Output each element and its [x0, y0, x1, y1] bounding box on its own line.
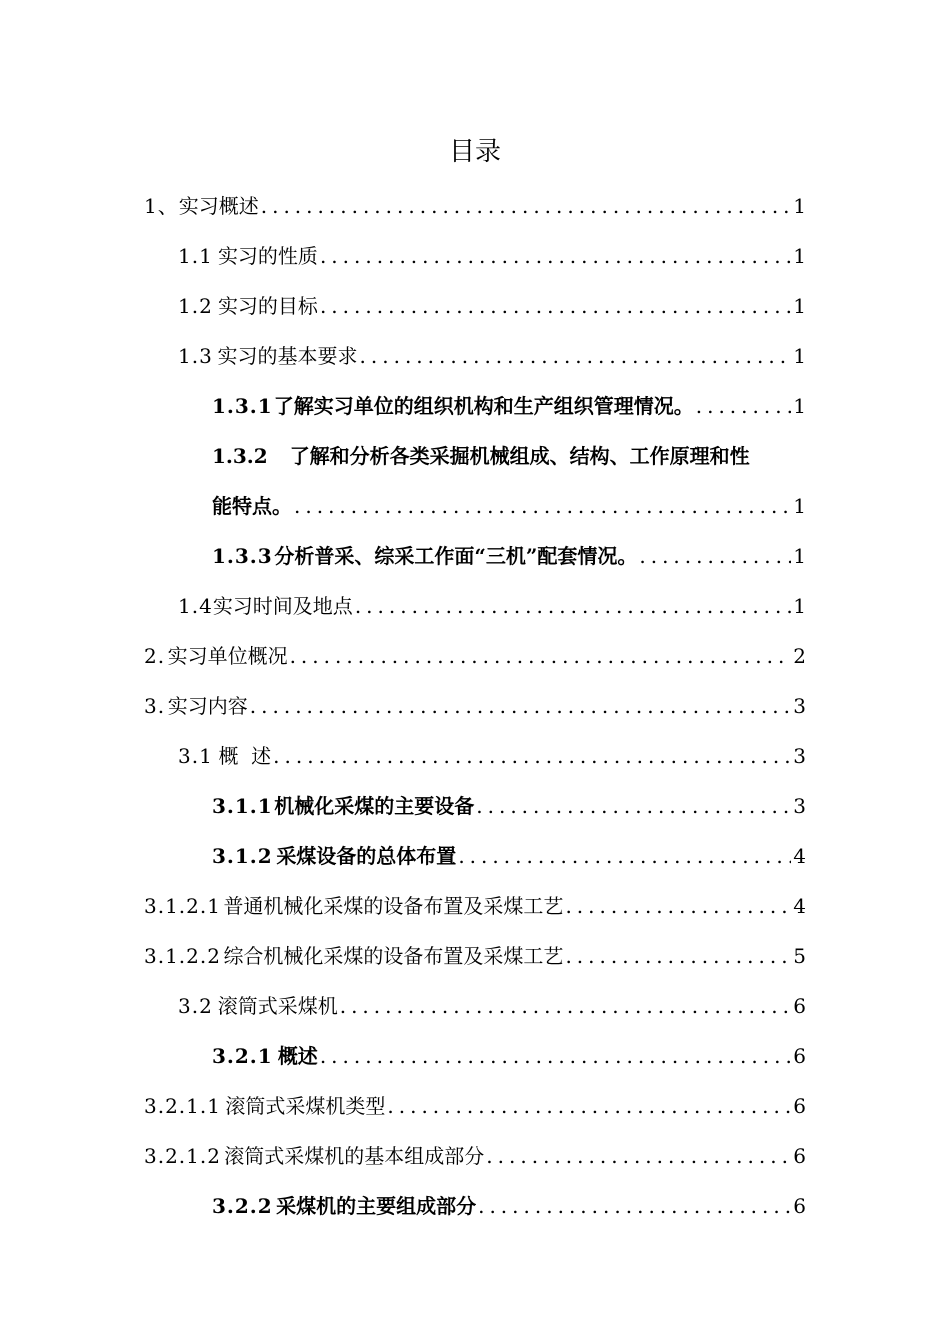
toc-entry-label: 概述 [277, 1044, 318, 1068]
toc-entry-page: 2 [793, 644, 806, 668]
toc-entry-page: 1 [793, 494, 806, 518]
toc-entry[interactable] [178, 980, 806, 1020]
toc-entry-number: 3.2 [178, 994, 213, 1018]
toc-entry-page: 6 [793, 1044, 806, 1068]
toc-entry-label-continued: 能特点。 [212, 494, 292, 518]
dot-leader [484, 1142, 791, 1170]
toc-entry-label: 实习的基本要求 [217, 344, 358, 368]
toc-entry-label: 概 述 [218, 744, 272, 768]
toc-entry-label: 实习内容 [167, 694, 248, 718]
toc-entry-page: 1 [793, 594, 806, 618]
toc-entry-label: 综合机械化采煤的设备布置及采煤工艺 [223, 944, 564, 968]
toc-entry-number: 1.2 [178, 294, 213, 318]
toc-entry-number: 3.1 [178, 744, 213, 768]
toc-entry-page: 3 [793, 694, 806, 718]
toc-entry-label: 采煤机的主要组成部分 [276, 1194, 477, 1218]
toc-entry-number: 1.1 [178, 244, 213, 268]
toc-entry-number: 3.1.2.1 [144, 894, 221, 918]
toc-entry-label: 分析普采、综采工作面“三机”配套情况。 [274, 544, 638, 568]
toc-entry[interactable] [212, 780, 806, 820]
toc-entry-number: 1.3 [178, 344, 213, 368]
toc-entry-number: 1.3.1 [212, 394, 273, 418]
toc-entry-page: 1 [793, 344, 806, 368]
dot-leader [353, 592, 791, 620]
toc-entry[interactable] [178, 280, 806, 320]
toc-entry-label: 实习概述 [178, 194, 259, 218]
toc-entry-number: 1.3.3 [212, 544, 273, 568]
toc-entry-page: 6 [793, 994, 806, 1018]
toc-entry[interactable] [178, 230, 806, 270]
dot-leader [563, 892, 791, 920]
toc-entry-label: 实习单位概况 [167, 644, 288, 668]
dot-leader [456, 842, 791, 870]
toc-entry-label: 了解和分析各类采掘机械组成、结构、工作原理和性 [289, 444, 750, 468]
dot-leader [385, 1092, 791, 1120]
toc-entry-number: 1.3.2 [212, 444, 268, 468]
toc-entry[interactable] [144, 180, 806, 220]
toc-entry-page: 6 [793, 1194, 806, 1218]
toc-entry-number: 3.2.1.2 [144, 1144, 221, 1168]
toc-entry-number: 3.2.2 [212, 1194, 273, 1218]
toc-entry[interactable] [212, 1180, 806, 1220]
toc-entry-page: 4 [793, 844, 806, 868]
toc-entry-page: 4 [793, 894, 806, 918]
toc-entry-page: 3 [793, 794, 806, 818]
toc-entry-label: 实习的目标 [217, 294, 318, 318]
toc-entry-label: 了解实习单位的组织机构和生产组织管理情况。 [273, 394, 694, 418]
toc-entry[interactable] [212, 380, 806, 420]
toc-entry-label: 滚筒式采煤机类型 [225, 1094, 386, 1118]
toc-entry[interactable] [144, 930, 806, 970]
toc-title: 目录 [448, 137, 501, 167]
toc-entry-label: 采煤设备的总体布置 [276, 844, 457, 868]
dot-leader [259, 192, 792, 220]
toc-entry-page: 1 [793, 244, 806, 268]
toc-entry-number: 1.4 [178, 594, 213, 618]
toc-entry[interactable] [144, 1080, 806, 1120]
toc-entry[interactable] [212, 1030, 806, 1070]
toc-entry-page: 1 [793, 544, 806, 568]
dot-leader [637, 542, 791, 570]
toc-entry-number: 1、 [144, 194, 179, 218]
toc-entry-number: 3.2.1 [212, 1044, 273, 1068]
toc-entry-page: 6 [793, 1094, 806, 1118]
toc-entry[interactable] [178, 580, 806, 620]
toc-entry-number: 3.1.1 [212, 794, 273, 818]
dot-leader [271, 742, 791, 770]
dot-leader [358, 342, 792, 370]
dot-leader [318, 292, 791, 320]
dot-leader [476, 1192, 791, 1220]
dot-leader [248, 692, 792, 720]
toc-entry-label: 普通机械化采煤的设备布置及采煤工艺 [223, 894, 564, 918]
dot-leader [318, 242, 791, 270]
toc-entry-number: 3.2.1.1 [144, 1094, 221, 1118]
toc-entry-label: 滚筒式采煤机 [217, 994, 338, 1018]
toc-entry-number: 3. [144, 694, 166, 718]
toc-entry-number: 3.1.2 [212, 844, 273, 868]
toc-entry[interactable] [144, 880, 806, 920]
dot-leader [474, 792, 791, 820]
toc-entry-label: 机械化采煤的主要设备 [274, 794, 475, 818]
toc-entry[interactable] [144, 630, 806, 670]
toc-entry-number: 2. [144, 644, 166, 668]
toc-entry[interactable] [144, 1130, 806, 1170]
toc-entry[interactable] [178, 730, 806, 770]
dot-leader [288, 642, 792, 670]
toc-entry-page: 5 [793, 944, 806, 968]
toc-entry[interactable] [212, 430, 806, 520]
toc-entry[interactable] [178, 330, 806, 370]
dot-leader [694, 392, 792, 420]
toc-entry-page: 6 [793, 1144, 806, 1168]
dot-leader [292, 492, 791, 520]
toc-entry[interactable] [212, 830, 806, 870]
toc-entry-page: 3 [793, 744, 806, 768]
toc-entry[interactable] [212, 530, 806, 570]
toc-entry-page: 1 [793, 294, 806, 318]
toc-entry-label: 实习的性质 [217, 244, 318, 268]
dot-leader [318, 1042, 791, 1070]
toc-entry-label: 滚筒式采煤机的基本组成部分 [224, 1144, 485, 1168]
toc-entry-label: 实习时间及地点 [212, 594, 353, 618]
dot-leader [563, 942, 791, 970]
toc-entry-number: 3.1.2.2 [144, 944, 221, 968]
toc-entry-page: 1 [793, 194, 806, 218]
toc-entry-page: 1 [793, 394, 806, 418]
toc-entry[interactable] [144, 680, 806, 720]
dot-leader [338, 992, 792, 1020]
